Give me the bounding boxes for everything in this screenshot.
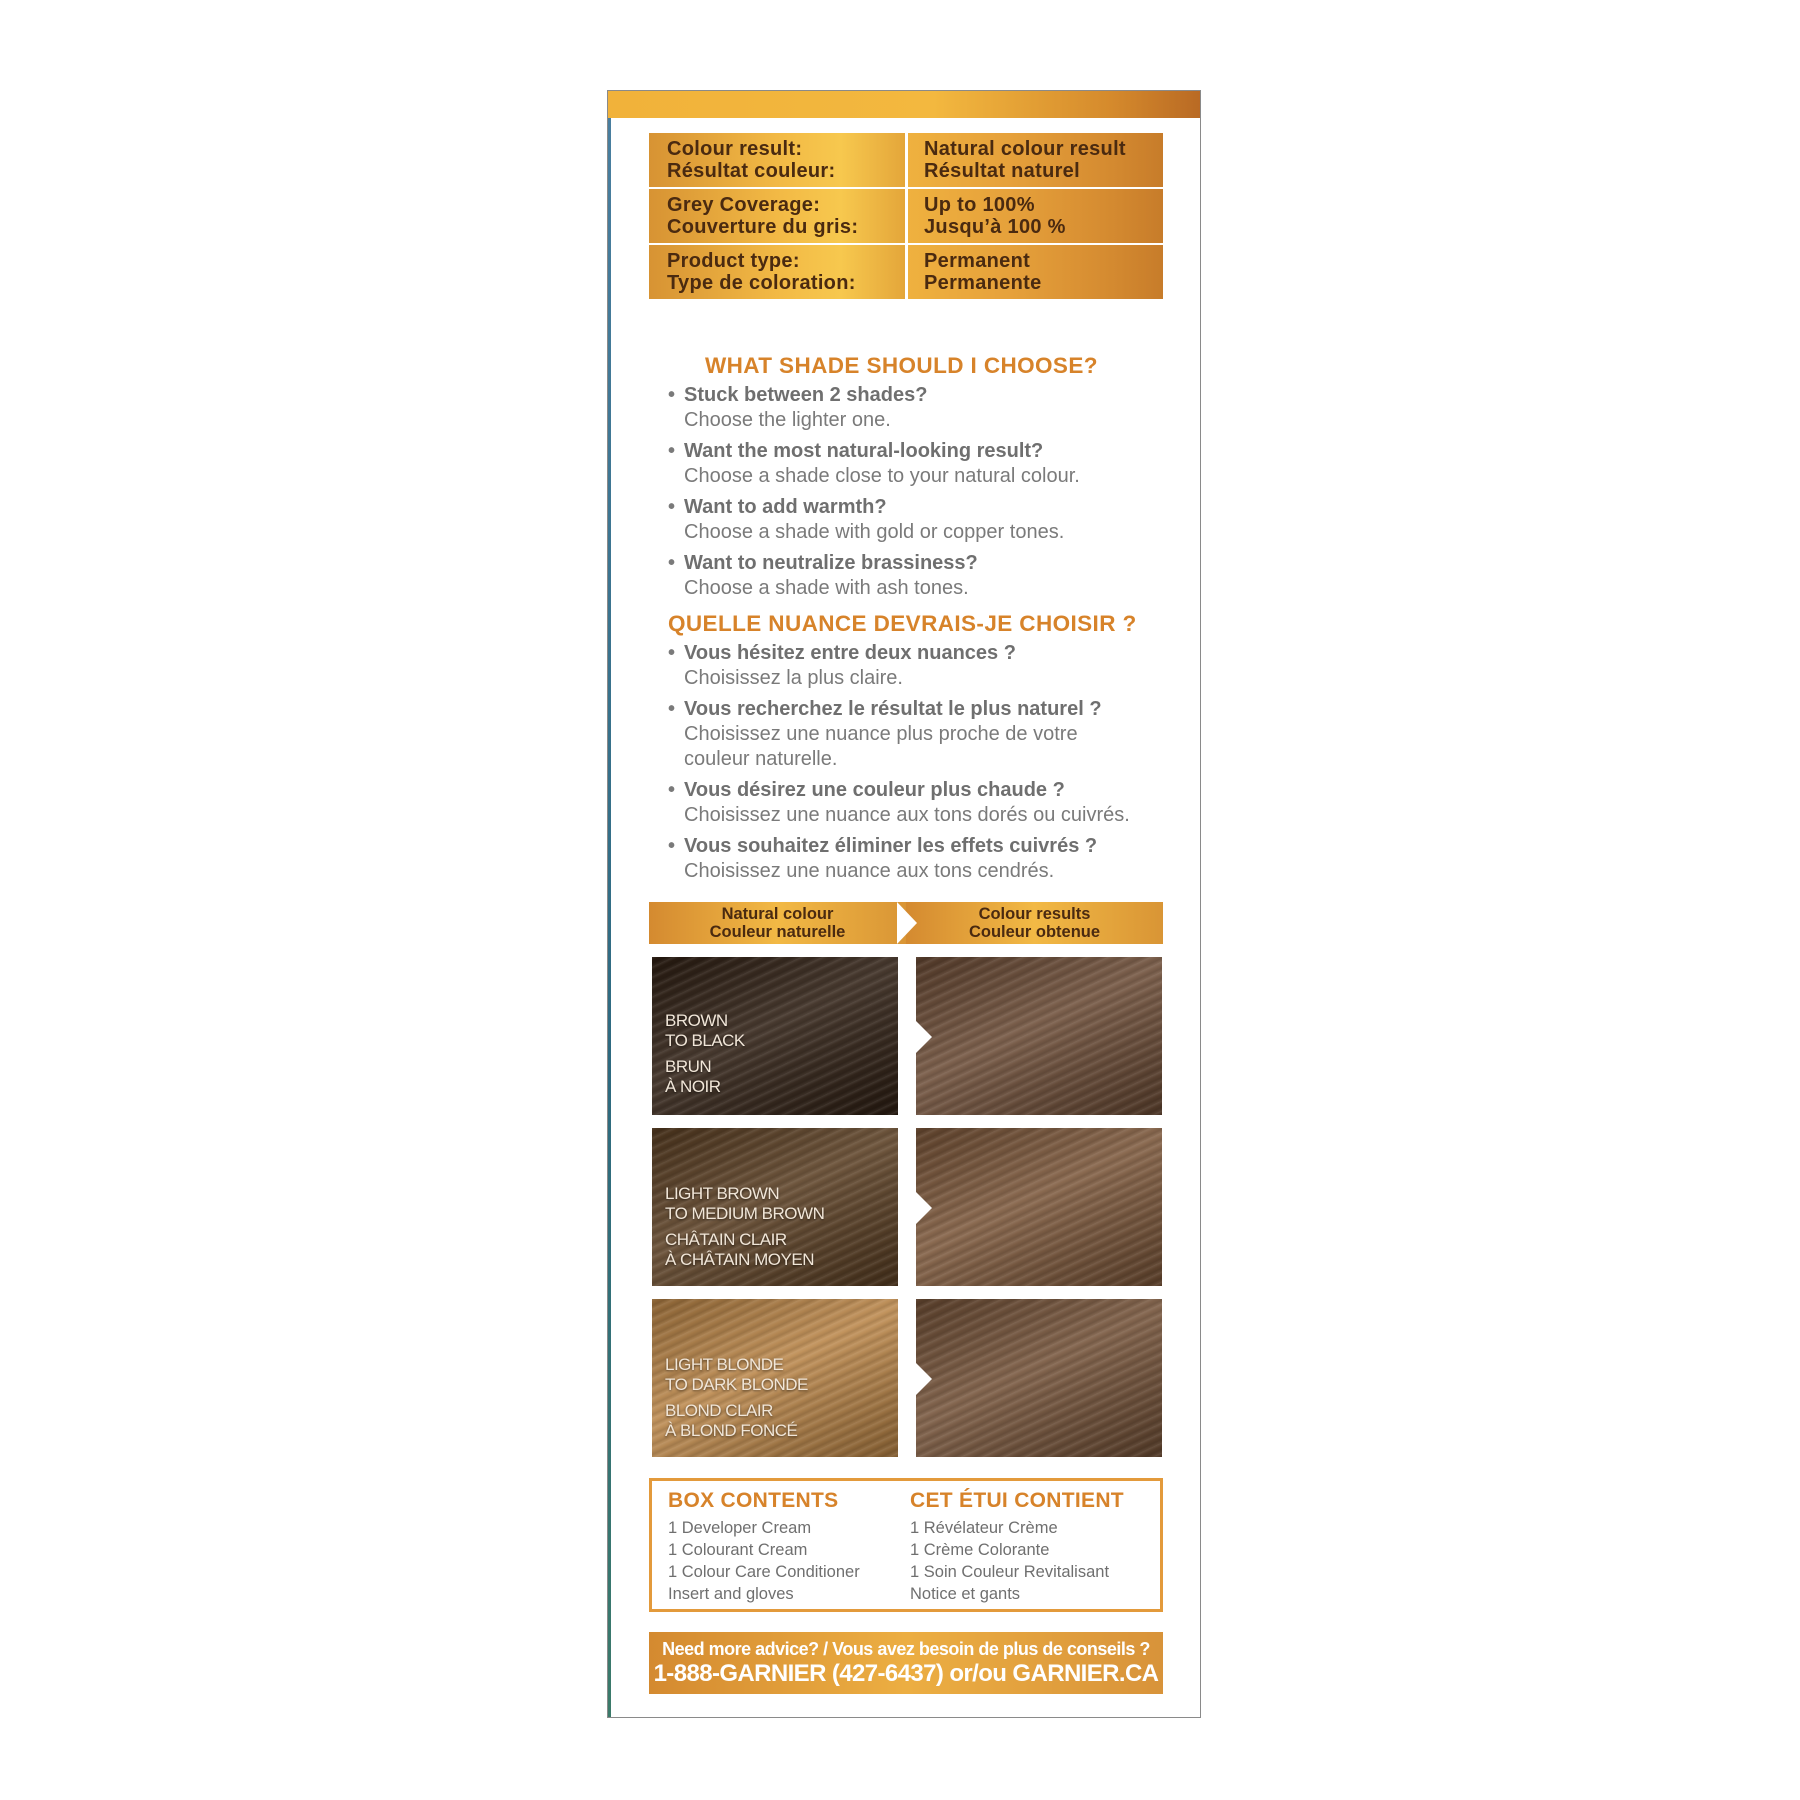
- spec-row-grey-coverage: [649, 189, 1163, 243]
- list-item: [666, 697, 1166, 772]
- spec-value-fr: Permanente: [924, 272, 1042, 294]
- question-text: • Want the most natural-looking result?: [666, 439, 1166, 464]
- swatch-label-en: TO MEDIUM BROWN: [665, 1204, 825, 1223]
- spec-value-fr: Résultat naturel: [924, 160, 1080, 182]
- notch-arrow-icon: [916, 1363, 932, 1395]
- spec-label: [649, 133, 905, 187]
- answer-text: Choose a shade with ash tones.: [684, 577, 969, 599]
- box-contents-fr: [910, 1489, 1124, 1605]
- question-text: • Vous hésitez entre deux nuances ?: [666, 641, 1166, 666]
- list-item: Insert and gloves: [668, 1585, 794, 1603]
- box-contents-en: [668, 1489, 860, 1605]
- answer-text: Choisissez une nuance aux tons dorés ou cuivrés.: [684, 804, 1130, 826]
- question-text: • Want to add warmth?: [666, 495, 1166, 520]
- swatch-label-en: TO DARK BLONDE: [665, 1375, 808, 1394]
- result-swatch-brown-to-black: [916, 957, 1162, 1115]
- list-item: 1 Crème Colorante: [910, 1541, 1050, 1559]
- spec-label-fr: Type de coloration:: [667, 272, 856, 294]
- spec-label-en: Grey Coverage:: [667, 194, 821, 216]
- question-text: • Vous recherchez le résultat le plus naturel ?: [666, 697, 1166, 722]
- swatch-label: [665, 1011, 745, 1097]
- advice-contact: 1-888-GARNIER (427-6437) or/ou GARNIER.CA: [653, 1660, 1159, 1687]
- list-item: [666, 778, 1166, 828]
- shade-guide-list-en: [666, 383, 1166, 607]
- notch-arrow-icon: [916, 1192, 932, 1224]
- spec-value: [908, 245, 1163, 299]
- list-item: 1 Révélateur Crème: [910, 1519, 1058, 1537]
- answer-text: Choose the lighter one.: [684, 409, 891, 431]
- list-item: 1 Soin Couleur Revitalisant: [910, 1563, 1110, 1581]
- swatch-label-fr: À BLOND FONCÉ: [665, 1421, 798, 1440]
- list-item: [666, 439, 1166, 489]
- arrow-right-icon: [897, 902, 917, 944]
- swatch-label-en: TO BLACK: [665, 1031, 745, 1050]
- swatch-label: [665, 1184, 824, 1270]
- question-text: • Stuck between 2 shades?: [666, 383, 1166, 408]
- swatch-label-en: LIGHT BLONDE: [665, 1355, 784, 1374]
- spec-label-en: Product type:: [667, 250, 800, 272]
- question-text: • Vous désirez une couleur plus chaude ?: [666, 778, 1166, 803]
- natural-swatch-light-to-dark-blonde: [652, 1299, 898, 1457]
- header-en: Colour results: [978, 905, 1091, 923]
- question-text: • Want to neutralize brassiness?: [666, 551, 1166, 576]
- answer-text: Choisissez la plus claire.: [684, 667, 903, 689]
- spec-label-fr: Résultat couleur:: [667, 160, 836, 182]
- hair-swatch-image: [916, 1128, 1162, 1286]
- swatch-label-fr: À CHÂTAIN MOYEN: [665, 1250, 814, 1269]
- list-item: 1 Colour Care Conditioner: [668, 1563, 860, 1581]
- result-swatch-light-to-medium-brown: [916, 1128, 1162, 1286]
- box-contents-title-fr: CET ÉTUI CONTIENT: [910, 1489, 1124, 1512]
- notch-arrow-icon: [916, 1021, 932, 1053]
- answer-text: Choisissez une nuance aux tons cendrés.: [684, 860, 1055, 882]
- answer-text: Choose a shade with gold or copper tones.: [684, 521, 1065, 543]
- list-item: [666, 834, 1166, 884]
- list-item: [666, 495, 1166, 545]
- spec-value-fr: Jusqu’à 100 %: [924, 216, 1066, 238]
- list-item: 1 Developer Cream: [668, 1519, 812, 1537]
- package-back-panel: [607, 90, 1201, 1718]
- top-color-band: [608, 91, 1200, 118]
- answer-text: Choisissez une nuance plus proche de votre: [684, 723, 1078, 745]
- spec-label-fr: Couverture du gris:: [667, 216, 859, 238]
- list-item: [666, 383, 1166, 433]
- swatch-label-fr: BRUN: [665, 1057, 712, 1076]
- list-item: [666, 551, 1166, 601]
- advice-banner: [649, 1632, 1163, 1694]
- swatch-label-fr: BLOND CLAIR: [665, 1401, 773, 1420]
- box-contents-title-en: BOX CONTENTS: [668, 1489, 839, 1512]
- hair-swatch-image: [916, 957, 1162, 1115]
- spec-value-en: Natural colour result: [924, 138, 1126, 160]
- spec-value: [908, 133, 1163, 187]
- answer-text: Choose a shade close to your natural colour.: [684, 465, 1080, 487]
- spec-label: [649, 189, 905, 243]
- box-contents: [649, 1478, 1163, 1612]
- header-fr: Couleur obtenue: [968, 923, 1101, 941]
- result-swatch-light-to-dark-blonde: [916, 1299, 1162, 1457]
- list-item: Notice et gants: [910, 1585, 1021, 1603]
- list-item: [666, 641, 1166, 691]
- list-item: 1 Colourant Cream: [668, 1541, 808, 1559]
- answer-text: couleur naturelle.: [684, 748, 838, 770]
- natural-colour-header: [649, 902, 906, 944]
- spec-label-en: Colour result:: [667, 138, 803, 160]
- colour-results-header: [906, 902, 1163, 944]
- spec-row-colour-result: [649, 133, 1163, 187]
- spec-value-en: Permanent: [924, 250, 1031, 272]
- swatch-label-en: LIGHT BROWN: [665, 1184, 780, 1203]
- shade-guide-title-en: WHAT SHADE SHOULD I CHOOSE?: [705, 353, 1098, 378]
- natural-swatch-light-to-medium-brown: [652, 1128, 898, 1286]
- shade-guide-list-fr: [666, 641, 1166, 890]
- swatch-label-en: BROWN: [665, 1011, 728, 1030]
- natural-swatch-brown-to-black: [652, 957, 898, 1115]
- header-en: Natural colour: [721, 905, 834, 923]
- spec-label: [649, 245, 905, 299]
- spec-value: [908, 189, 1163, 243]
- shade-guide-title-fr: QUELLE NUANCE DEVRAIS-JE CHOISIR ?: [668, 611, 1137, 636]
- spec-table: [649, 133, 1163, 301]
- hair-swatch-image: [916, 1299, 1162, 1457]
- spec-row-product-type: [649, 245, 1163, 299]
- comparison-header: [649, 902, 1163, 944]
- question-text: • Vous souhaitez éliminer les effets cuivrés ?: [666, 834, 1166, 859]
- swatch-label: [665, 1355, 808, 1441]
- advice-question: Need more advice? / Vous avez besoin de plus de conseils ?: [662, 1639, 1150, 1659]
- spec-value-en: Up to 100%: [924, 194, 1035, 216]
- swatch-label-fr: CHÂTAIN CLAIR: [665, 1230, 787, 1249]
- swatch-label-fr: À NOIR: [665, 1077, 721, 1096]
- header-fr: Couleur naturelle: [709, 923, 846, 941]
- panel-side-edge: [608, 91, 611, 1717]
